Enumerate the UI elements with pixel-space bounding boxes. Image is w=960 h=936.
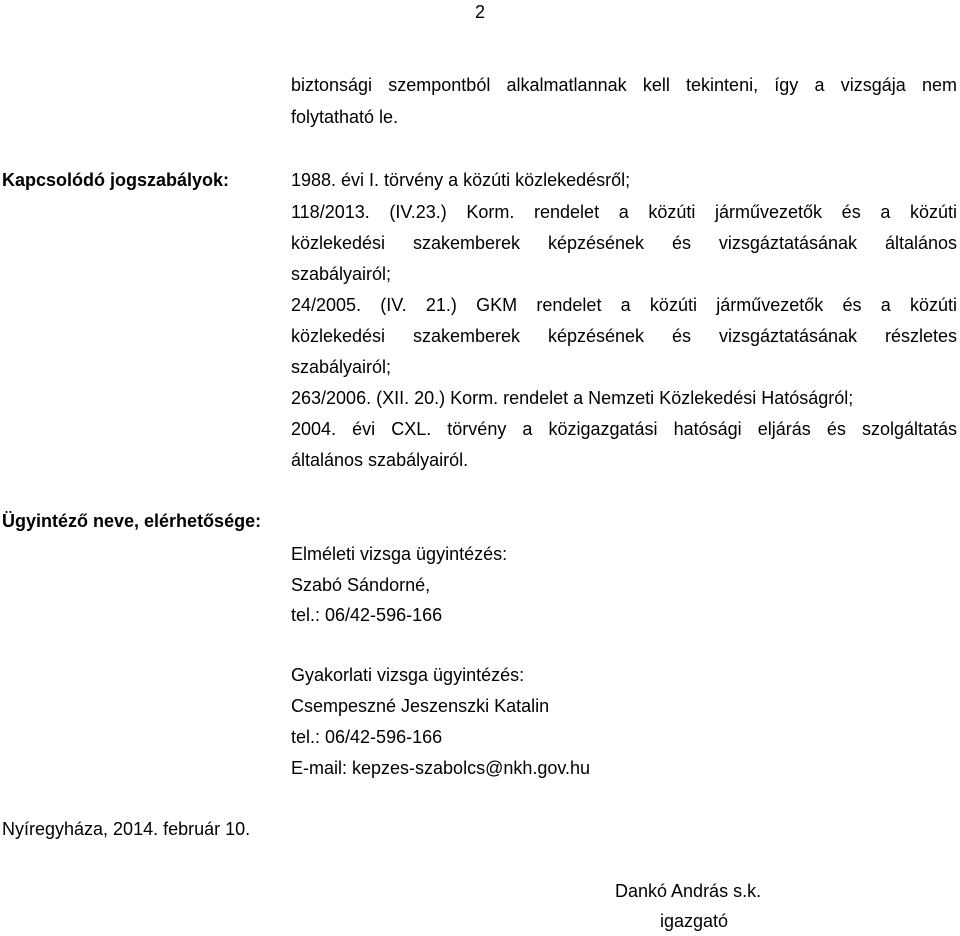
theory-exam-name: Szabó Sándorné, xyxy=(291,575,431,595)
contact-label: Ügyintéző neve, elérhetősége: xyxy=(2,511,262,531)
signature-title: igazgató xyxy=(660,911,729,931)
law-line: 118/2013. (IV.23.) Korm. rendelet a közúti járművezetők és a közúti xyxy=(291,202,957,222)
practice-exam-email: E-mail: kepzes-szabolcs@nkh.gov.hu xyxy=(291,758,591,778)
law-line: 263/2006. (XII. 20.) Korm. rendelet a Nemzeti Közlekedési Hatóságról; xyxy=(291,388,854,408)
intro-line-1: biztonsági szempontból alkalmatlannak kell tekinteni, így a vizsgája nem xyxy=(291,75,957,95)
practice-exam-phone: tel.: 06/42-596-166 xyxy=(291,727,443,747)
law-line: szabályairól; xyxy=(291,357,392,377)
page-number: 2 xyxy=(475,2,486,22)
signature-name: Dankó András s.k. xyxy=(615,881,762,901)
practice-exam-title: Gyakorlati vizsga ügyintézés: xyxy=(291,665,525,685)
intro-line-2: folytatható le. xyxy=(291,107,399,127)
law-line: 1988. évi I. törvény a közúti közlekedésről; xyxy=(291,170,631,190)
place-and-date: Nyíregyháza, 2014. február 10. xyxy=(2,819,251,839)
law-line: általános szabályairól. xyxy=(291,450,469,470)
law-line: közlekedési szakemberek képzésének és vizsgáztatásának általános xyxy=(291,233,957,253)
practice-exam-name: Csempeszné Jeszenszki Katalin xyxy=(291,696,550,716)
law-line: közlekedési szakemberek képzésének és vizsgáztatásának részletes xyxy=(291,326,957,346)
law-line: 2004. évi CXL. törvény a közigazgatási hatósági eljárás és szolgáltatás xyxy=(291,419,957,439)
theory-exam-title: Elméleti vizsga ügyintézés: xyxy=(291,544,508,564)
law-line: 24/2005. (IV. 21.) GKM rendelet a közúti járművezetők és a közúti xyxy=(291,295,957,315)
theory-exam-phone: tel.: 06/42-596-166 xyxy=(291,605,443,625)
law-line: szabályairól; xyxy=(291,264,392,284)
related-laws-label: Kapcsolódó jogszabályok: xyxy=(2,170,230,190)
